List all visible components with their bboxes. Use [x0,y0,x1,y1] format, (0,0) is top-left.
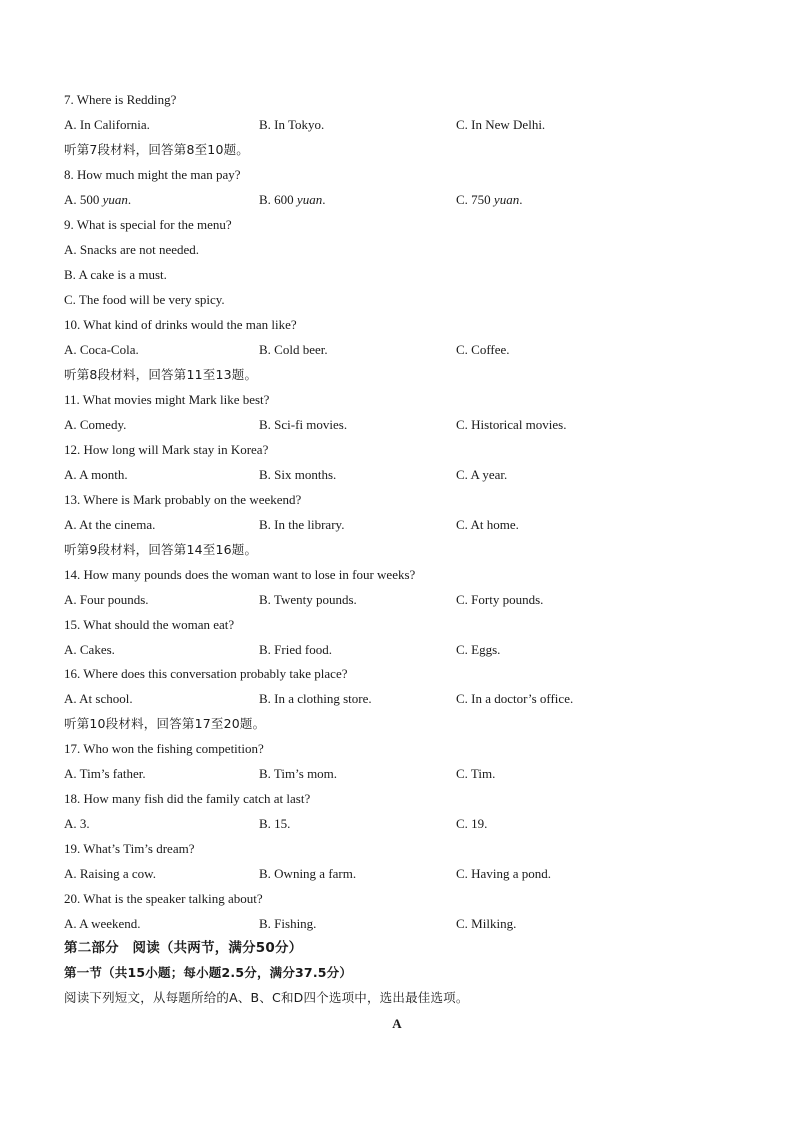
option-10c: C. Coffee. [456,342,510,357]
option-13c: C. At home. [456,517,519,532]
option-19c: C. Having a pond. [456,866,551,881]
option-18b: B. 15. [259,816,291,831]
option-9a: A. Snacks are not needed. [64,242,200,257]
question-8: 8. How much might the man pay? [64,167,241,182]
question-19: 19. What’s Tim’s dream? [64,841,195,856]
option-14b: B. Twenty pounds. [259,592,357,607]
option-17c: C. Tim. [456,766,496,781]
part2-instruction: 阅读下列短文，从每题所给的A、B、C和D四个选项中，选出最佳选项。 [64,990,469,1005]
option-11a: A. Comedy. [64,417,127,432]
option-12a: A. A month. [64,467,128,482]
option-16b: B. In a clothing store. [259,691,372,706]
option-12b: B. Six months. [259,467,337,482]
question-14: 14. How many pounds does the woman want to lose in four weeks? [64,567,416,582]
question-11: 11. What movies might Mark like best? [64,392,270,407]
option-8a: A. 500 yuan. [64,192,132,207]
question-7: 7. Where is Redding? [64,92,177,107]
part2-subtitle: 第一节（共15小题；每小题2.5分，满分37.5分） [64,965,353,980]
option-14a: A. Four pounds. [64,592,149,607]
option-20b: B. Fishing. [259,916,317,931]
option-7a: A. In California. [64,117,150,132]
question-13: 13. Where is Mark probably on the weekend? [64,492,302,507]
option-8b: B. 600 yuan. [259,192,326,207]
option-13a: A. At the cinema. [64,517,156,532]
section-7-heading: 听第7段材料，回答第8至10题。 [64,142,250,157]
option-10a: A. Coca-Cola. [64,342,139,357]
option-10b: B. Cold beer. [259,342,328,357]
option-9b: B. A cake is a must. [64,267,167,282]
option-18a: A. 3. [64,816,90,831]
option-7c: C. In New Delhi. [456,117,546,132]
question-15: 15. What should the woman eat? [64,617,235,632]
option-14c: C. Forty pounds. [456,592,544,607]
option-11b: B. Sci-fi movies. [259,417,348,432]
option-19b: B. Owning a farm. [259,866,357,881]
option-17b: B. Tim’s mom. [259,766,338,781]
option-20a: A. A weekend. [64,916,141,931]
option-13b: B. In the library. [259,517,345,532]
option-19a: A. Raising a cow. [64,866,156,881]
option-11c: C. Historical movies. [456,417,567,432]
option-12c: C. A year. [456,467,508,482]
option-16a: A. At school. [64,691,133,706]
question-12: 12. How long will Mark stay in Korea? [64,442,269,457]
option-9c: C. The food will be very spicy. [64,292,225,307]
question-10: 10. What kind of drinks would the man like? [64,317,297,332]
option-15a: A. Cakes. [64,642,115,657]
option-15b: B. Fried food. [259,642,332,657]
section-10-heading: 听第10段材料，回答第17至20题。 [64,716,266,731]
option-20c: C. Milking. [456,916,517,931]
question-17: 17. Who won the fishing competition? [64,741,264,756]
option-15c: C. Eggs. [456,642,501,657]
option-8c: C. 750 yuan. [456,192,523,207]
question-20: 20. What is the speaker talking about? [64,891,263,906]
part2-title: 第二部分 阅读（共两节，满分50分） [64,940,303,956]
section-9-heading: 听第9段材料，回答第14至16题。 [64,542,258,557]
option-17a: A. Tim’s father. [64,766,146,781]
passage-label: A [392,1016,402,1031]
question-16: 16. Where does this conversation probably take place? [64,666,348,681]
option-7b: B. In Tokyo. [259,117,325,132]
option-16c: C. In a doctor’s office. [456,691,574,706]
question-9: 9. What is special for the menu? [64,217,232,232]
question-18: 18. How many fish did the family catch at last? [64,791,311,806]
section-8-heading: 听第8段材料，回答第11至13题。 [64,367,258,382]
option-18c: C. 19. [456,816,488,831]
